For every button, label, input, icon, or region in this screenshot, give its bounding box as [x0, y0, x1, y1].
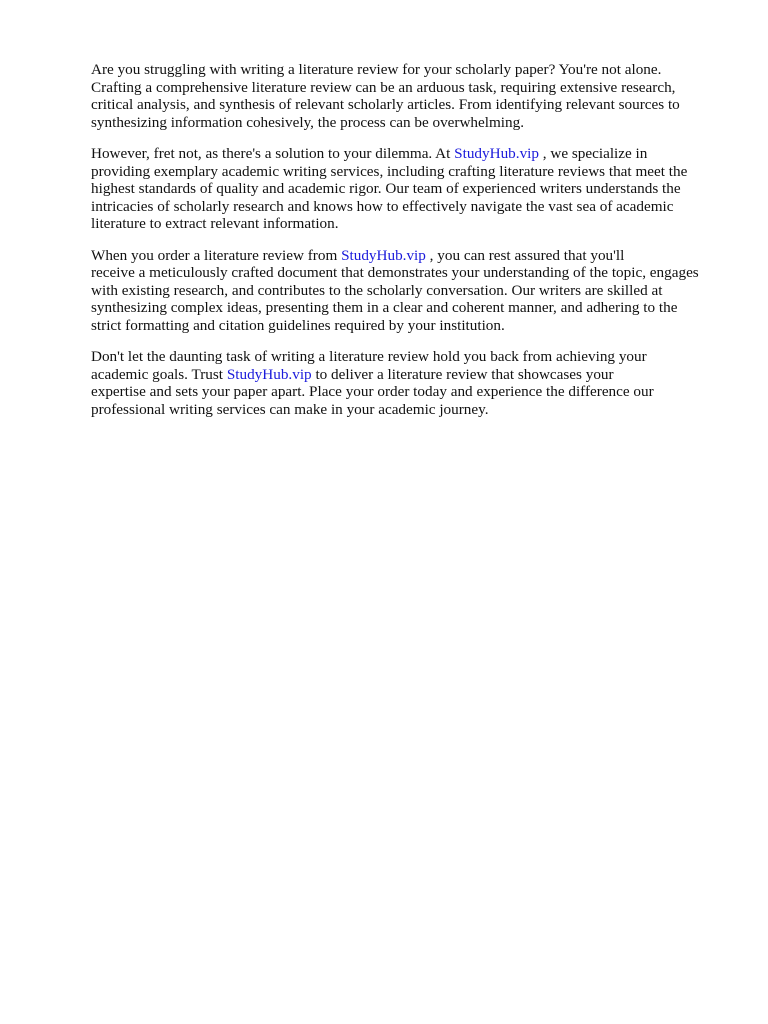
paragraph-closing-text-start: Don't let the daunting task of writing a literature review hold you back from achieving your academic goals. Trust [91, 348, 647, 383]
paragraph-intro: Are you struggling with writing a literature review for your scholarly paper? You're not alone. Crafting a comprehensive literature review can be an arduous task, requiring extensive research, critical analysis, and synthesis of relevant scholarly articles. From identifying relevant sources to synthesizing information cohesively, the process can be overwhelming. [91, 61, 680, 131]
paragraph-order-text-start: When you order a literature review from [91, 246, 342, 264]
paragraph-closing [91, 348, 721, 418]
paragraph-solution-text-end: , we specialize in providing exemplary academic writing services, including crafting literature reviews that meet the highest standards of quality and academic rigor. Our team of experienced writers understands the intricacies of scholarly research and knows how to effectively navigate the vast sea of academic literature to extract relevant information. [91, 145, 688, 232]
studyhub-link-3[interactable]: StudyHub.vip [226, 365, 312, 383]
paragraph-solution [91, 145, 721, 233]
paragraph-solution-text-start: However, fret not, as there's a solution to your dilemma. At [91, 145, 455, 162]
paragraph-order [91, 247, 721, 335]
paragraph-closing-text-end: to deliver a literature review that showcases your expertise and sets your paper apart. Place your order today and experience the difference our professional writing services can make in your academic journey. [91, 365, 654, 418]
studyhub-link-2[interactable]: StudyHub.vip [341, 246, 426, 264]
studyhub-link-1[interactable]: StudyHub.vip [454, 145, 539, 162]
paragraph-order-text-end: , you can rest assured that you'll receive a meticulously crafted document that demonstrates your understanding of the topic, engages with existing research, and contributes to the scholarly conversation. Our writers are skilled at synthesizing complex ideas, presenting them in a clear and coherent manner, and adhering to the strict formatting and citation guidelines required by your institution. [91, 246, 699, 334]
document-body [91, 61, 721, 432]
